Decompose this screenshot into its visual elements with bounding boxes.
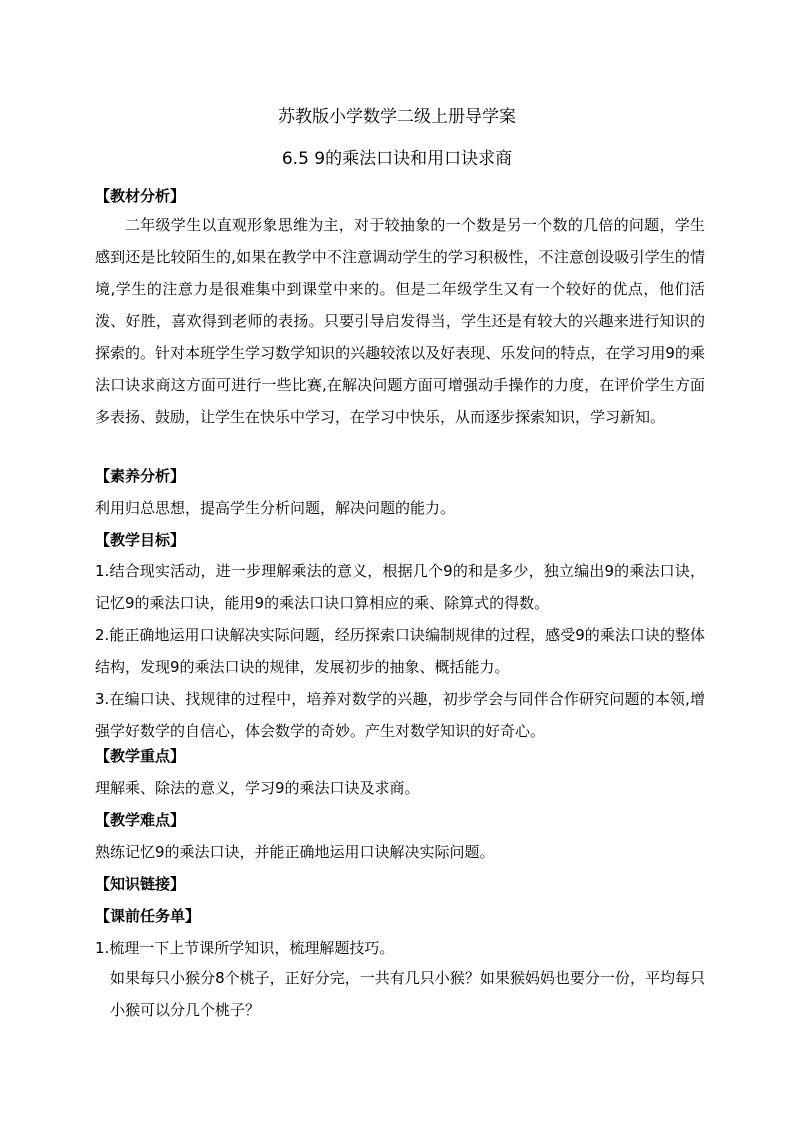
goal-item-2: 2.能正确地运用口诀解决实际问题，经历探索口诀编制规律的过程，感受9的乘法口诀的整体结构，发现9的乘法口诀的规律，发展初步的抽象、概括能力。 [95,626,705,676]
analysis-paragraph: 二年级学生以直观形象思维为主，对于较抽象的一个数是另一个数的几倍的问题，学生感到还是比较陌生的,如果在教学中不注意调动学生的学习积极性，不注意创设吸引学生的情境,学生的注意力是很难集中到课堂中来的。但是二年级学生又有一个较好的优点，他们活泼、好胜，喜欢得到老师的表扬。只要引导启发得当，学生还是有较大的兴趣来进行知识的探索的。针对本班学生学习数学知识的兴趣较浓以及好表现、乐发问的特点，在学习用9的乘法口诀求商这方面可进行一些比赛,在解决问题方面可增强动手操作的力度，在评价学生方面多表扬、鼓励，让学生在快乐中学习，在学习中快乐，从而逐步探索知识，学习新知。 [95,216,705,426]
goal-item-3: 3.在编口诀、找规律的过程中，培养对数学的兴趣，初步学会与同伴合作研究问题的本领,增强学好数学的自信心，体会数学的奇妙。产生对数学知识的好奇心。 [95,690,705,740]
section-heading-key: 【教学重点】 [95,747,186,765]
section-heading-difficult: 【教学难点】 [95,811,186,829]
document-title: 苏教版小学数学二级上册导学案 [278,107,516,127]
key-paragraph: 理解乘、除法的意义，学习9的乘法口诀及求商。 [95,779,420,797]
difficult-paragraph: 熟练记忆9的乘法口诀，并能正确地运用口诀解决实际问题。 [95,843,495,861]
section-heading-pretask: 【课前任务单】 [95,907,201,925]
document-subtitle: 6.5 9的乘法口诀和用口诀求商 [281,149,513,169]
literacy-paragraph: 利用归总思想，提高学生分析问题，解决问题的能力。 [95,499,456,517]
goal-item-1: 1.结合现实活动，进一步理解乘法的意义，根据几个9的和是多少，独立编出9的乘法口诀，记忆9的乘法口诀，能用9的乘法口诀口算相应的乘、除算式的得数。 [95,562,705,612]
pretask-item-1: 1.梳理一下上节课所学知识，梳理解题技巧。 [95,939,395,957]
pretask-question: 如果每只小猴分8个桃子，正好分完，一共有几只小猴？如果猴妈妈也要分一份，平均每只小猴可以分几个桃子？ [110,969,705,1019]
section-heading-literacy: 【素养分析】 [95,467,186,485]
section-heading-goals: 【教学目标】 [95,531,186,549]
section-heading-analysis: 【教材分析】 [95,187,186,205]
section-heading-links: 【知识链接】 [95,875,186,893]
